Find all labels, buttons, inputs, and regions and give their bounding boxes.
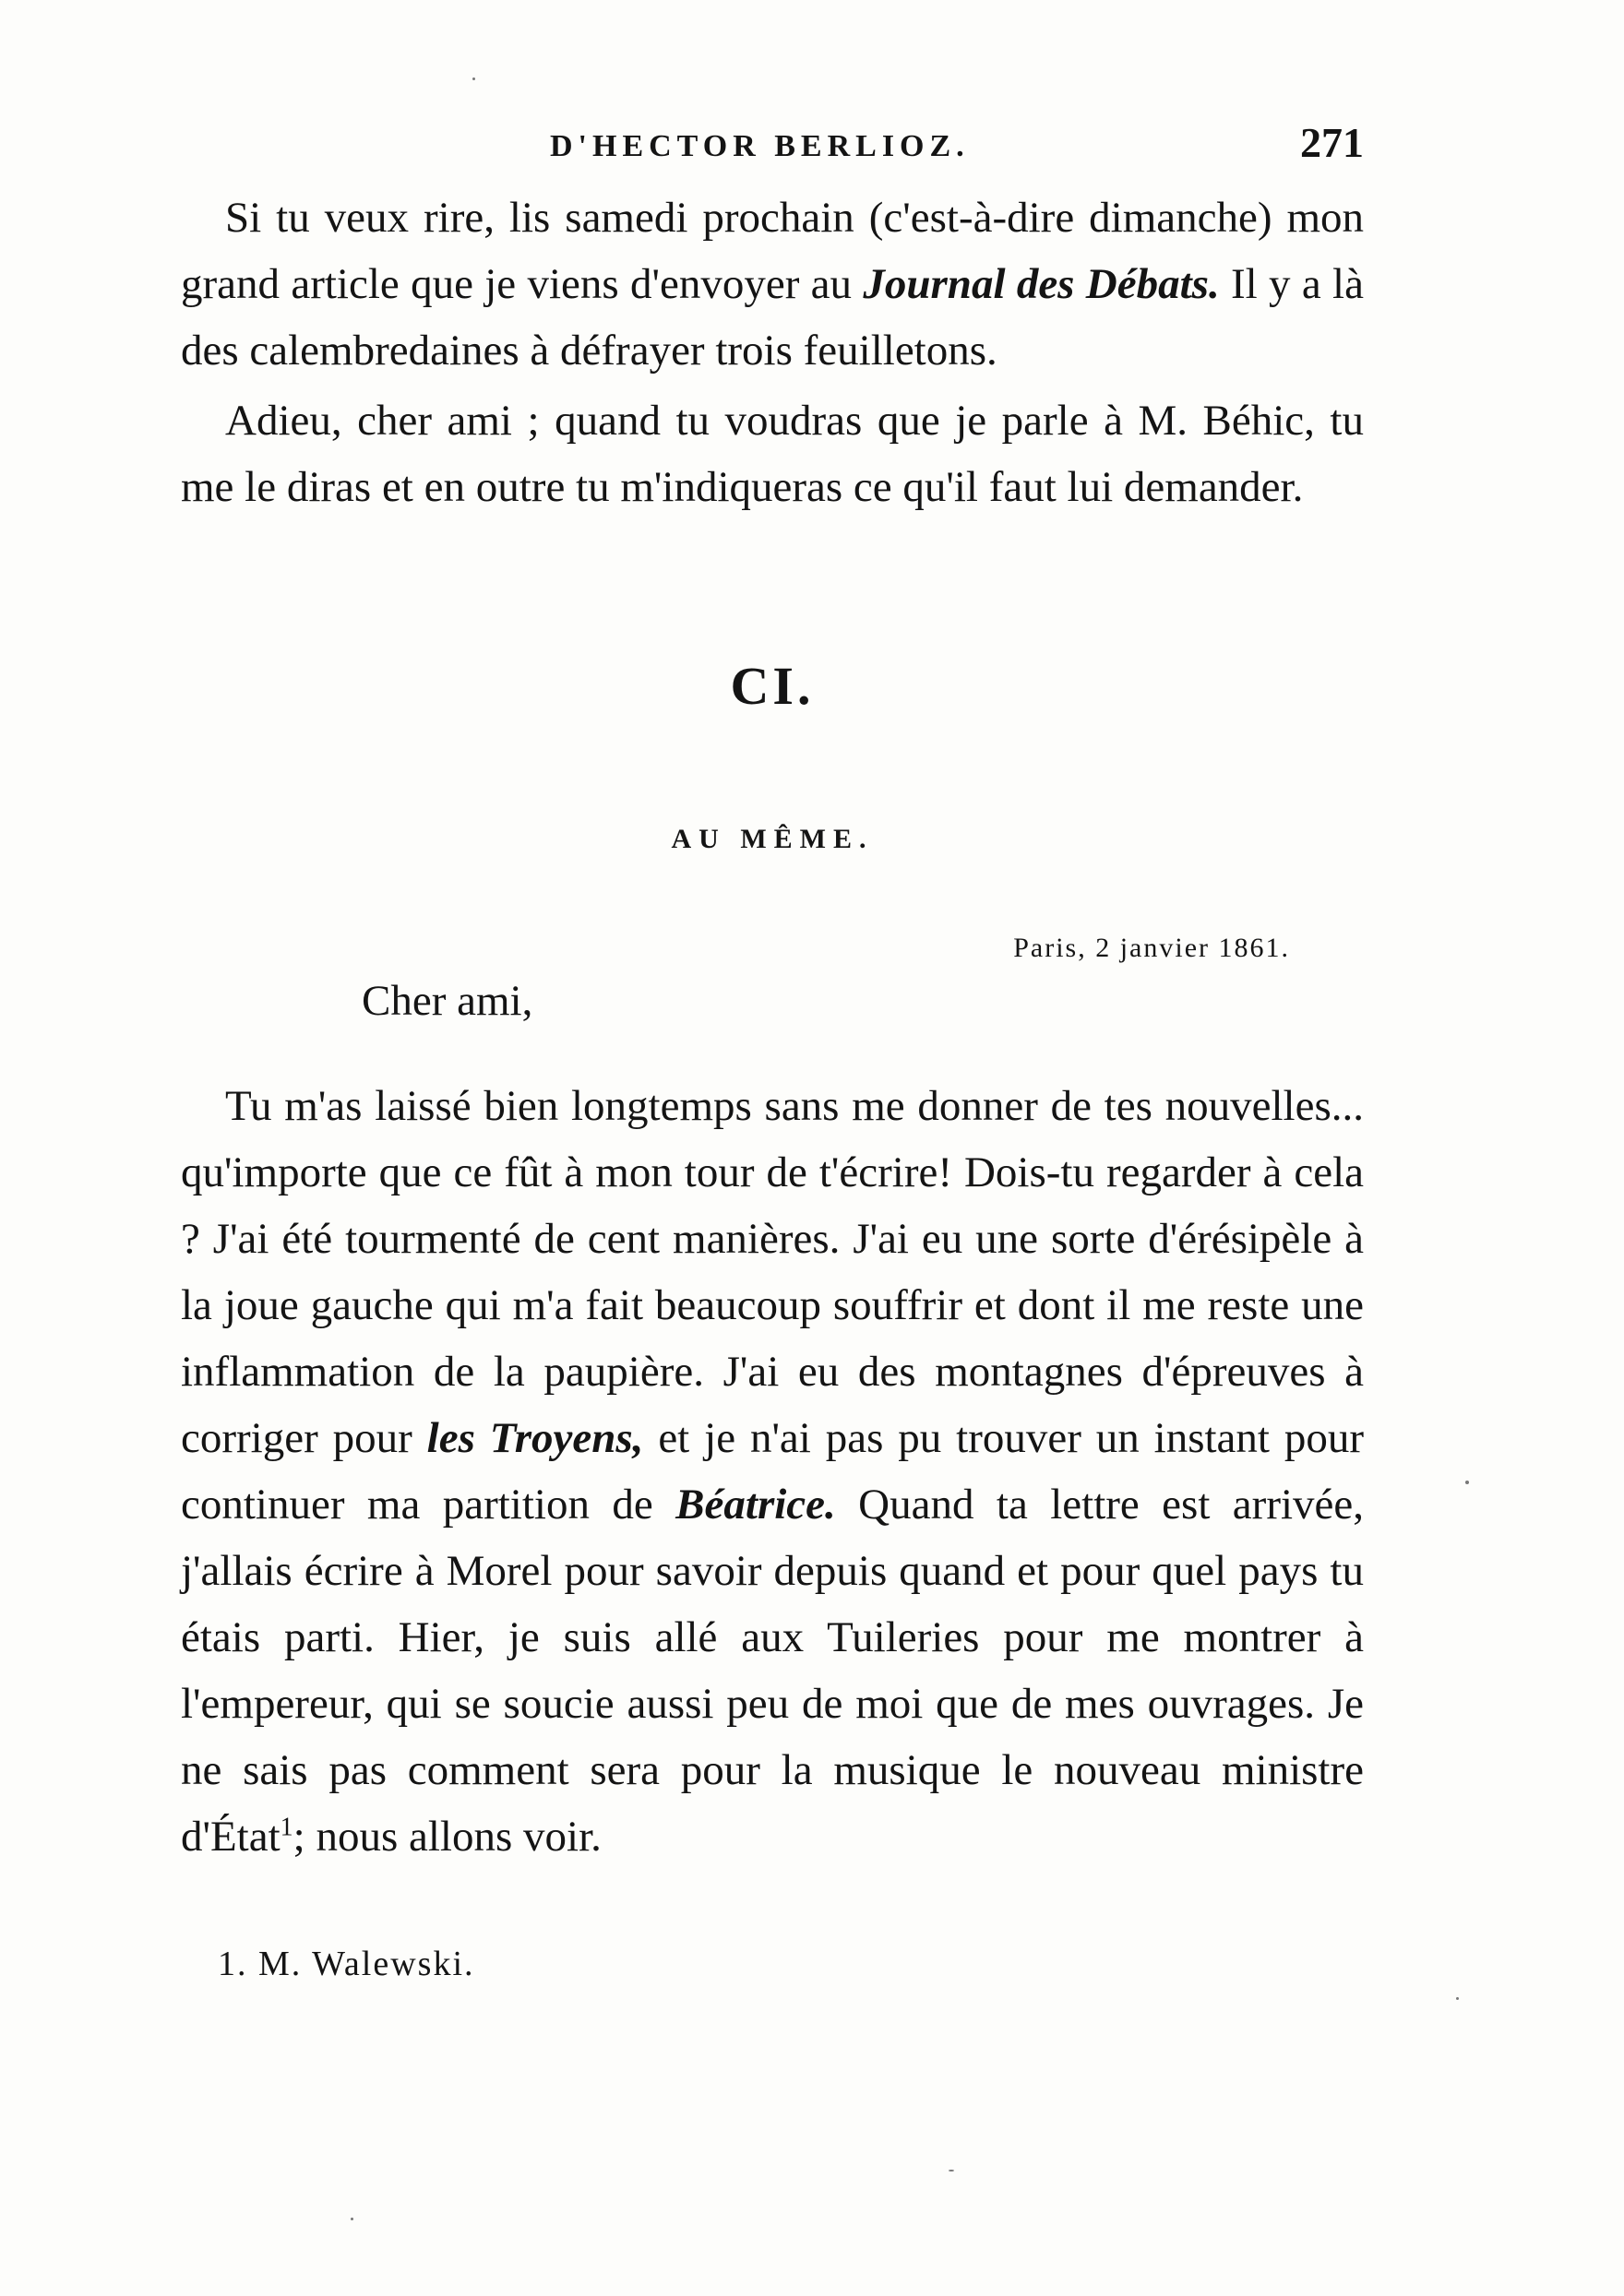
italic-opera-title-beatrice: Béatrice. — [675, 1481, 836, 1529]
text-run: Si tu veux rire, lis samedi prochain (c'est-à-dire dimanche) mon grand article que je viens d'envoyer au — [181, 194, 1364, 308]
letter-body-paragraph — [181, 1073, 1364, 1870]
running-head — [181, 111, 1364, 184]
letter-salutation: Cher ami, — [362, 977, 533, 1025]
scan-speck — [351, 2218, 353, 2220]
italic-opera-title-troyens: les Troyens, — [426, 1414, 644, 1462]
footnote: 1. M. Walewski. — [218, 1945, 475, 1983]
page-number: 271 — [1300, 119, 1364, 166]
scan-speck — [949, 2170, 954, 2171]
running-title: D'HECTOR BERLIOZ. — [550, 129, 970, 163]
paragraph-previous-letter-2: Adieu, cher ami ; quand tu voudras que je parle à M. Béhic, tu me le diras et en outre tu m'indiqueras ce qu'il faut lui demander. — [181, 397, 1364, 511]
scan-speck — [1456, 1997, 1459, 2000]
letter-dateline: Paris, 2 janvier 1861. — [1013, 933, 1290, 963]
scan-speck — [1465, 1481, 1469, 1484]
footnote-reference: 1 — [280, 1813, 293, 1842]
text-run: et je n'ai pas pu trouver un instant pour continuer ma partition de — [181, 1414, 1365, 1529]
letter-recipient: AU MÊME. — [671, 824, 874, 854]
letter-number-heading: CI. — [730, 656, 815, 716]
scan-speck — [472, 77, 475, 80]
paragraph-previous-letter-1 — [181, 184, 1364, 384]
text-run: ; nous allons voir. — [293, 1813, 602, 1861]
text-run: Tu m'as laissé bien longtemps sans me donner de tes nouvelles... qu'importe que ce fût à mon tour de t'écrire! Dois-tu regarder à cela ? J'ai été tourmenté de cent manières. J'ai eu une sorte d'érésipèle à la joue gauche qui m'a fait beaucoup souffrir et dont il me reste une inflammation de la paupière. J'ai eu des montagnes d'épreuves à corriger pour — [181, 1082, 1364, 1462]
italic-journal-title: Journal des Débats. — [863, 260, 1220, 308]
book-page — [181, 111, 1364, 1984]
text-run: Il y a là des calembredaines à défrayer trois feuilletons. — [181, 260, 1364, 375]
text-run: Quand ta lettre est arrivée, j'allais écrire à Morel pour savoir depuis quand et pour quel pays tu étais parti. Hier, je suis allé aux Tuileries pour me montrer à l'empereur, qui se soucie aussi peu de moi que de mes ouvrages. Je ne sais pas comment sera pour la musique le nouveau ministre d'État — [181, 1481, 1365, 1861]
